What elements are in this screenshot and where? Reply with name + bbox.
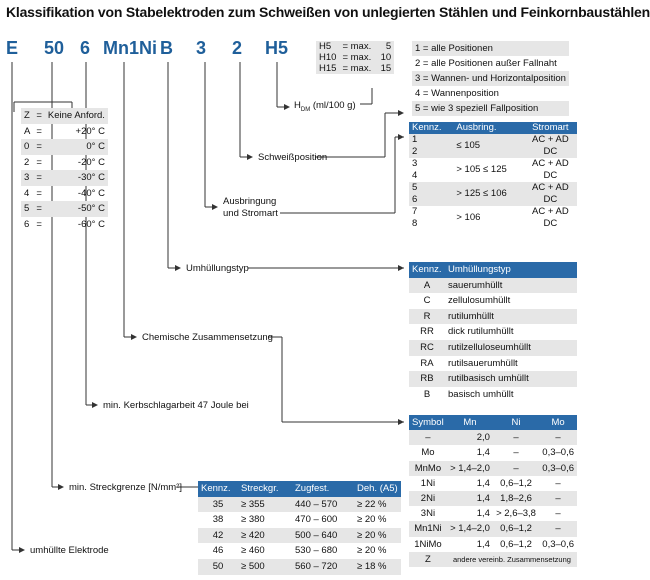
position-item: 3 = Wannen- und Horizontalposition bbox=[412, 71, 569, 86]
page-title: Klassifikation von Stabelektroden zum Schweißen von unlegierten Stählen und Feinkornbaustählen bbox=[6, 4, 650, 20]
hydrogen-label: $H_{DM}$ (ml/100 g) bbox=[294, 100, 356, 113]
chemie-table: Symbol Mn Ni Mo – 2,0 – – Mo 1,4 – 0,3–0,6 MnMo > 1,4–2,0 – 0,3–0,6 1Ni 1,4 0,6–1,2 – 2Ni 1,4 1,8–2,6 – 3Ni 1,4 > 2,6–3,8 – Mn1Ni > 1,4–2,0 0,6–1,2 – 1NiMo 1,4 0,6–1,2 0,3–0,6 Z andere vereinb. Zusammensetzung bbox=[409, 415, 577, 567]
position-item: 4 = Wannenposition bbox=[415, 88, 499, 99]
position-item: 5 = wie 3 speziell Fallposition bbox=[412, 101, 569, 116]
code-h5: H5 bbox=[265, 38, 289, 58]
label-ausbringung: Ausbringung und Stromart bbox=[223, 196, 278, 219]
code-50: 50 bbox=[44, 38, 65, 58]
label-chemie: Chemische Zusammensetzung bbox=[142, 332, 273, 343]
code-mn1ni: Mn1Ni bbox=[103, 38, 157, 58]
label-streckgrenze: min. Streckgrenze [N/mm²] bbox=[69, 482, 182, 493]
positions-list bbox=[412, 41, 569, 116]
label-position: Schweißposition bbox=[258, 152, 328, 163]
code-e: E bbox=[6, 38, 19, 58]
umhuellung-table: Kennz. Umhüllungstyp A sauerumhüllt C zellulosumhüllt R rutilumhüllt RR dick rutilumhüllt RC rutilzelluloseumhüllt RA rutilsauerumhüllt RB rutilbasisch umhüllt B basisch umhüllt bbox=[409, 262, 577, 402]
code-b: B bbox=[160, 38, 173, 58]
code-3: 3 bbox=[196, 38, 207, 58]
label-kerbschlag: min. Kerbschlagarbeit 47 Joule bei bbox=[103, 400, 249, 411]
ausbringung-table: Kennz. Ausbring. Stromart 1 2 ≤ 105 AC + AD DC 3 4 > 105 ≤ 125 AC + AD DC 5 6 > 125 ≤ 106 AC + AD DC 7 8 > 106 AC + AD DC bbox=[409, 122, 577, 230]
code-6: 6 bbox=[80, 38, 91, 58]
hydrogen-table: H5 = max. 5 H10 = max. 10 H15 = max. 15 bbox=[316, 41, 394, 74]
label-elektrode: umhüllte Elektrode bbox=[30, 545, 109, 556]
code-2: 2 bbox=[232, 38, 243, 58]
label-umhuellung: Umhüllungstyp bbox=[186, 263, 249, 274]
position-item: 1 = alle Positionen bbox=[412, 41, 569, 56]
position-item: 2 = alle Positionen außer Fallnaht bbox=[415, 58, 557, 69]
streck-table: Kennz. Streckgr. Zugfest. Deh. (A5) 35 ≥ 355 440 – 570 ≥ 22 % 38 ≥ 380 470 – 600 ≥ 20 % 42 ≥ 420 500 – 640 ≥ 20 % 46 ≥ 460 530 – 680 ≥ 20 % 50 ≥ 500 560 – 720 ≥ 18 % bbox=[198, 481, 401, 575]
temperature-table: Z = Keine Anford. A = +20° C 0 = 0° C 2 = -20° C 3 = -30° C 4 = -40° C 5 = -50° C 6 = -60° C bbox=[21, 108, 108, 232]
